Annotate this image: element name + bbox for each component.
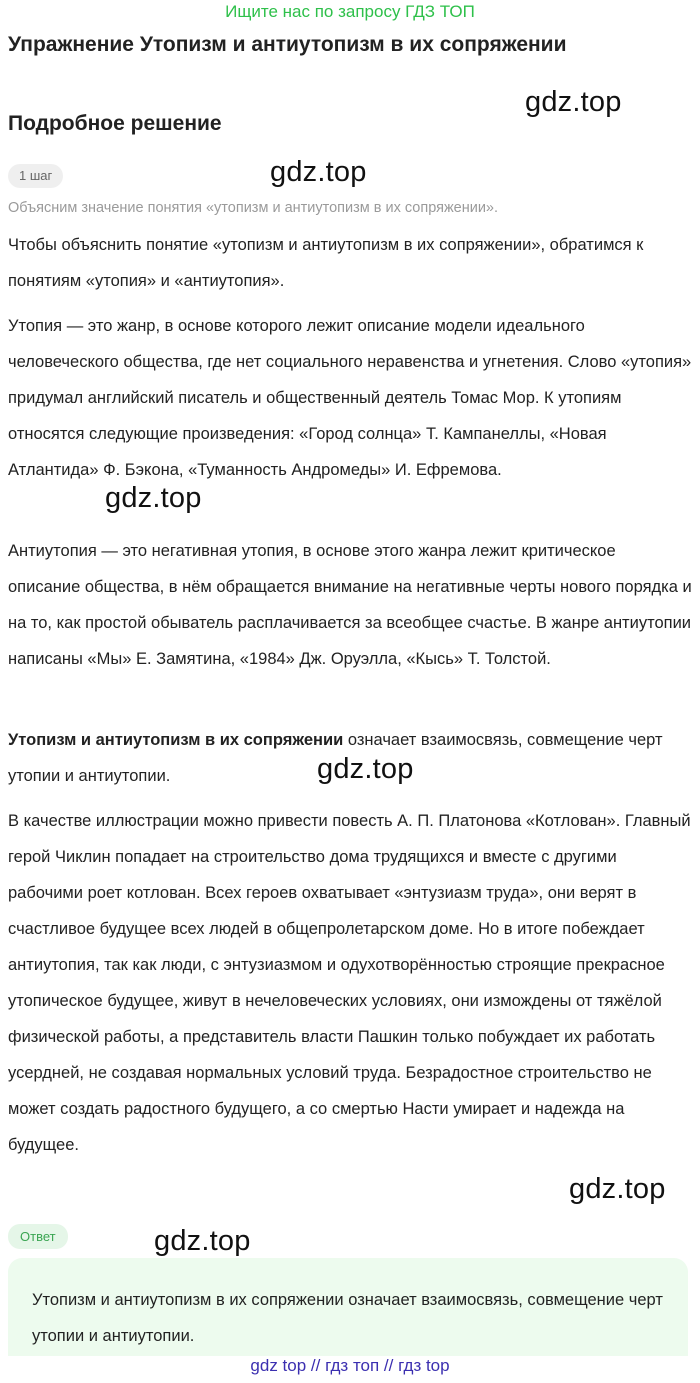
answer-text: Утопизм и антиутопизм в их сопряжении означает взаимосвязь, совмещение черт утопии и антиутопии. [32, 1291, 663, 1345]
watermark: gdz.top [569, 1173, 666, 1205]
watermark: gdz.top [317, 753, 414, 785]
answer-box [8, 1258, 688, 1356]
watermark: gdz.top [525, 86, 622, 118]
section-title: Подробное решение [8, 112, 222, 135]
watermark: gdz.top [105, 482, 202, 514]
top-banner[interactable]: Ищите нас по запросу ГДЗ ТОП [225, 2, 475, 21]
paragraph-utopia: Утопия — это жанр, в основе которого лежит описание модели идеального человеческого общества, где нет социального неравенства и угнетения. Слово «утопия» придумал английский писатель и общественный деятель Томас Мор. К утопиям относятся следующие произведения: «Город солнца» Т. Кампанеллы, «Новая Атлантида» Ф. Бэкона, «Туманность Андромеды» И. Ефремова. [8, 317, 692, 479]
bottom-banner[interactable]: gdz top // гдз топ // гдз top [250, 1356, 450, 1375]
page-title: Упражнение Утопизм и антиутопизм в их сопряжении [8, 33, 567, 56]
definition-text: означает взаимосвязь, совмещение черт утопии и антиутопии. [8, 731, 663, 785]
paragraph-antiutopia: Антиутопия — это негативная утопия, в основе этого жанра лежит критическое описание общества, в нём обращается внимание на негативные черты нового порядка и на то, как простой обыватель расплачивается за всеобщее счастье. В жанре антиутопии написаны «Мы» Е. Замятина, «1984» Дж. Оруэлла, «Кысь» Т. Толстой. [8, 542, 692, 668]
watermark: gdz.top [154, 1225, 251, 1257]
step-badge: 1 шаг [8, 164, 63, 188]
definition-term: Утопизм и антиутопизм в их сопряжении [8, 731, 344, 749]
paragraph-illustration: В качестве иллюстрации можно привести повесть А. П. Платонова «Котлован». Главный герой Чиклин попадает на строительство дома трудящихся и вместе с другими рабочими роет котлован. Всех героев охватывает «энтузиазм труда», они верят в счастливое будущее всех людей в общепролетарском доме. Но в итоге побеждает антиутопия, так как люди, с энтузиазмом и одухотворённостью строящие прекрасное утопическое будущее, живут в нечеловеческих условиях, они измождены от тяжёлой физической работы, а представитель власти Пашкин только побуждает их работать усердней, не создавая нормальных условий труда. Безрадостное строительство не может создать радостного будущего, а со смертью Насти умирает и надежда на будущее. [8, 812, 691, 1154]
watermark: gdz.top [270, 156, 367, 188]
answer-badge: Ответ [8, 1224, 68, 1249]
paragraph-intro: Чтобы объяснить понятие «утопизм и антиутопизм в их сопряжении», обратимся к понятиям «утопия» и «антиутопия». [8, 236, 644, 290]
step-description: Объясним значение понятия «утопизм и антиутопизм в их сопряжении». [8, 200, 499, 216]
